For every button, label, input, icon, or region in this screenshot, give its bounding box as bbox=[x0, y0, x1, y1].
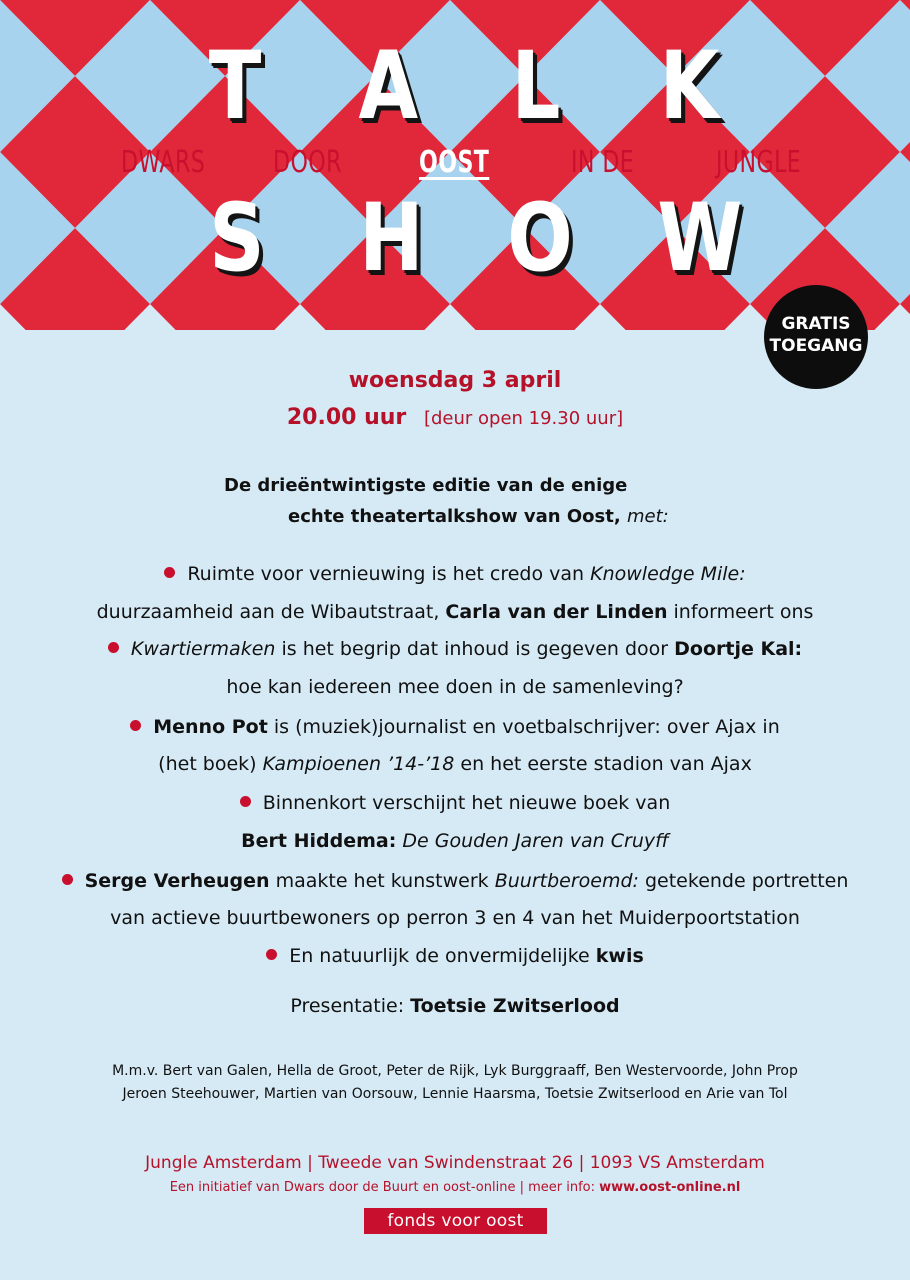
program-item-menno-pot bbox=[0, 716, 910, 738]
credits-line-1: M.m.v. Bert van Galen, Hella de Groot, Peter de Rijk, Lyk Burggraaff, Ben Westervoorde, John Prop bbox=[112, 1063, 798, 1079]
item-text: hoe kan iedereen mee doen in de samenleving? bbox=[226, 676, 684, 698]
program-item-kwartiermaken-cont bbox=[0, 676, 910, 698]
venue-initiative: Een initiatief van Dwars door de Buurt en oost-online | meer info: bbox=[169, 1180, 600, 1195]
bullet-icon bbox=[62, 874, 73, 885]
event-date: woensdag 3 april bbox=[348, 368, 562, 393]
bullet-icon bbox=[164, 567, 175, 578]
fonds-voor-oost-logo: fonds voor oost bbox=[364, 1208, 547, 1234]
bullet-icon bbox=[130, 720, 141, 731]
title-letter-t: T bbox=[208, 32, 262, 141]
tagline-oost: OOST bbox=[419, 145, 490, 180]
item-italic: Buurtberoemd: bbox=[494, 870, 639, 892]
item-text: is het begrip dat inhoud is gegeven door bbox=[275, 638, 675, 660]
event-time-row bbox=[0, 405, 910, 430]
bullet-icon bbox=[266, 949, 277, 960]
intro-line-1: De drieëntwintigste editie van de enige bbox=[224, 475, 628, 496]
program-item-knowledge-mile bbox=[0, 563, 910, 585]
program-item-boek bbox=[0, 792, 910, 814]
item-bold: Doortje Kal: bbox=[674, 638, 803, 660]
title-letter-h: H bbox=[359, 184, 424, 293]
program-item-menno-pot-cont bbox=[0, 753, 910, 775]
item-italic: Knowledge Mile: bbox=[590, 563, 746, 585]
item-text: Binnenkort verschijnt het nieuwe boek van bbox=[262, 792, 671, 814]
item-italic: Kampioenen ’14-’18 bbox=[262, 753, 455, 775]
intro-line-2: echte theatertalkshow van Oost, bbox=[288, 506, 621, 527]
venue-initiative-row bbox=[0, 1180, 910, 1195]
venue-address: Jungle Amsterdam | Tweede van Swindenstraat 26 | 1093 VS Amsterdam bbox=[145, 1153, 765, 1173]
program-item-serge-verheugen-cont bbox=[0, 907, 910, 929]
title-letter-l: L bbox=[511, 32, 561, 141]
title-letter-a: A bbox=[358, 32, 419, 141]
badge-line-2: TOEGANG bbox=[769, 336, 863, 356]
program-item-knowledge-mile-cont bbox=[0, 601, 910, 623]
presentation-line bbox=[0, 995, 910, 1017]
title-letter-k: K bbox=[659, 32, 720, 141]
credits-line-2: Jeroen Steehouwer, Martien van Oorsouw, Lennie Haarsma, Toetsie Zwitserlood en Arie van Tol bbox=[122, 1086, 788, 1102]
item-text: van actieve buurtbewoners op perron 3 en 4 van het Muiderpoortstation bbox=[110, 907, 800, 929]
program-item-bert-hiddema bbox=[0, 830, 910, 852]
tagline-dwars: DWARS bbox=[121, 145, 206, 180]
item-bold: Serge Verheugen bbox=[84, 870, 270, 892]
tagline-door: DOOR bbox=[273, 145, 342, 180]
item-bold: Menno Pot bbox=[153, 716, 268, 738]
item-text-end: getekende portretten bbox=[638, 870, 849, 892]
bullet-icon bbox=[108, 642, 119, 653]
item-bold: Carla van der Linden bbox=[445, 601, 668, 623]
intro-line-2-row bbox=[288, 506, 669, 527]
title-letter-s: S bbox=[209, 184, 265, 293]
item-text: En natuurlijk de onvermijdelijke bbox=[289, 945, 596, 967]
title-letter-o: O bbox=[507, 184, 573, 293]
program-item-serge-verheugen bbox=[0, 870, 910, 892]
badge-line-1: GRATIS bbox=[781, 314, 851, 334]
bullet-icon bbox=[240, 796, 251, 807]
item-text: Ruimte voor vernieuwing is het credo van bbox=[187, 563, 591, 585]
tagline-in-de: IN DE bbox=[571, 145, 635, 180]
item-bold: kwis bbox=[595, 945, 644, 967]
item-text: (het boek) bbox=[158, 753, 263, 775]
item-text: duurzaamheid aan de Wibautstraat, bbox=[96, 601, 446, 623]
item-italic: De Gouden Jaren van Cruyff bbox=[396, 830, 669, 852]
title-letter-w: W bbox=[657, 184, 743, 293]
item-text: maakte het kunstwerk bbox=[269, 870, 495, 892]
item-text-end: en het eerste stadion van Ajax bbox=[454, 753, 752, 775]
tagline-jungle: JUNGLE bbox=[716, 145, 802, 180]
item-bold: Bert Hiddema: bbox=[241, 830, 397, 852]
item-text: is (muziek)journalist en voetbalschrijver: over Ajax in bbox=[267, 716, 780, 738]
program-item-kwis bbox=[0, 945, 910, 967]
intro-line-2-end: met: bbox=[626, 506, 669, 527]
presentation-label: Presentatie: bbox=[290, 995, 411, 1017]
presentation-name: Toetsie Zwitserlood bbox=[410, 995, 620, 1017]
event-time: 20.00 uur bbox=[286, 405, 407, 430]
venue-url-link[interactable]: www.oost-online.nl bbox=[599, 1180, 741, 1195]
item-italic: Kwartiermaken bbox=[130, 638, 276, 660]
door-open-time: [deur open 19.30 uur] bbox=[423, 408, 624, 429]
item-text-end: informeert ons bbox=[667, 601, 814, 623]
program-item-kwartiermaken bbox=[0, 638, 910, 660]
